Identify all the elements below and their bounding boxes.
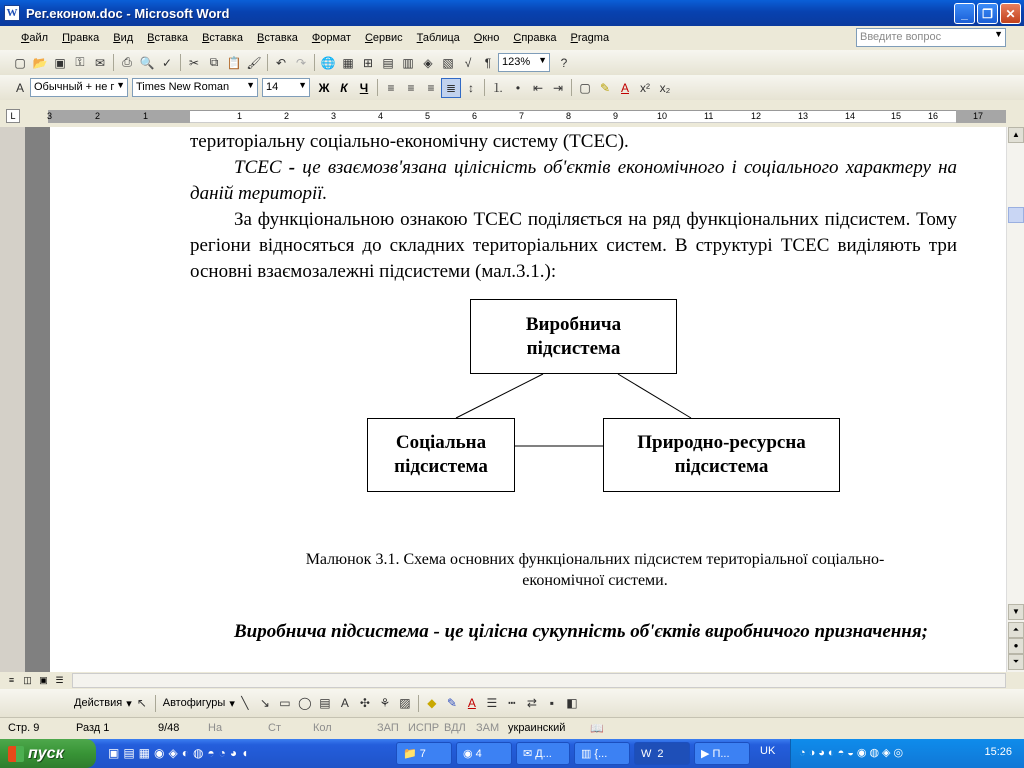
dash-style-icon[interactable]: ┅ <box>508 696 516 710</box>
status-pages: 9/48 <box>158 722 180 734</box>
paragraph-line[interactable]: територіальну соціально-економічну систему (ТСЕС). <box>190 131 629 152</box>
oval-tool-icon[interactable]: ◯ <box>298 696 312 710</box>
structure-paragraph[interactable]: За функціональною ознакою ТСЕС поділяється на ряд функціональних підсистем. Тому регіони відносяться до складних територіальних систем. В структурі ТСЕС виділяють три основні взаємозалежні підсистеми (мал.3.1.): <box>190 209 957 282</box>
drawing-toolbar <box>0 689 1024 717</box>
menu-insert-3[interactable]: Вставка <box>256 32 298 44</box>
hyperlink-icon[interactable]: 🌐 <box>320 55 336 70</box>
word-app-icon[interactable]: W <box>4 5 20 21</box>
zoom-select[interactable]: 123% ▼ <box>498 53 550 72</box>
word-icon: W <box>641 747 652 760</box>
separator <box>418 695 419 712</box>
align-right-icon[interactable]: ≡ <box>427 80 435 95</box>
restore-button[interactable]: ❐ <box>977 3 998 24</box>
separator <box>314 54 315 71</box>
columns-icon[interactable]: ▥ <box>402 55 414 70</box>
status-column: Кол <box>313 722 332 734</box>
line-style-icon[interactable]: ☰ <box>486 696 498 710</box>
language-indicator[interactable]: UK <box>760 745 776 757</box>
subscript-icon[interactable]: x₂ <box>659 80 671 95</box>
menu-format[interactable]: Формат <box>311 32 351 44</box>
separator <box>484 79 485 96</box>
connector-line <box>618 374 691 418</box>
select-objects-icon[interactable]: ↖ <box>136 696 147 710</box>
save-icon[interactable]: ▣ <box>54 55 66 70</box>
menu-help[interactable]: Справка <box>513 32 557 44</box>
tab-selector[interactable]: L <box>6 109 20 123</box>
menu-insert[interactable]: Вставка <box>147 32 189 44</box>
fill-color-icon[interactable]: ◆ <box>427 696 437 710</box>
justify-icon[interactable]: ≣ <box>441 78 461 98</box>
horizontal-scrollbar[interactable] <box>72 673 1006 688</box>
tray-icons[interactable]: ◔◑◕◐◓◒◉◍◈◎ <box>799 747 907 759</box>
chevron-down-icon[interactable]: ▾ <box>126 697 132 710</box>
cut-icon[interactable]: ✂ <box>188 55 200 70</box>
scroll-thumb[interactable] <box>1008 207 1024 223</box>
separator <box>180 54 181 71</box>
status-at: На <box>208 722 223 734</box>
title-bar <box>0 0 1024 26</box>
document-area[interactable] <box>0 127 1006 672</box>
copy-icon[interactable]: ⧉ <box>209 55 219 69</box>
production-definition-paragraph[interactable]: Виробнича підсистема - це цілісна сукупність об'єктів виробничого призначення; <box>234 621 928 642</box>
taskbar-reader[interactable]: ▥ {... <box>574 742 630 765</box>
status-line: Ст <box>268 722 281 734</box>
drawing-icon[interactable]: ◈ <box>423 55 433 70</box>
insert-table-icon[interactable]: ⊞ <box>362 55 374 70</box>
diagram-icon[interactable]: ✣ <box>359 696 370 710</box>
taskbar <box>0 739 1024 768</box>
status-bar <box>0 717 1024 739</box>
separator <box>377 79 378 96</box>
production-subsystem-box[interactable]: Виробнича підсистема <box>470 299 677 374</box>
window-title: Рег.економ.doc - Microsoft Word <box>26 5 230 21</box>
menu-insert-2[interactable]: Вставка <box>202 32 243 44</box>
decrease-indent-icon[interactable]: ⇤ <box>532 80 544 95</box>
line-color-icon[interactable]: ✎ <box>446 696 457 710</box>
status-record[interactable]: ЗАП <box>377 722 399 734</box>
quick-launch-icons[interactable]: ▣▤▦◉◈◐◍◓◔◕◖ <box>108 746 253 760</box>
separator <box>571 79 572 96</box>
borders-icon[interactable]: ▢ <box>579 80 591 95</box>
web-view-icon[interactable]: ◫ <box>23 675 32 685</box>
italic-icon[interactable]: К <box>340 80 348 95</box>
wordart-icon[interactable]: A <box>340 696 349 710</box>
taskbar-browser-group[interactable]: ◉ 4 <box>456 742 512 765</box>
style-select[interactable]: Обычный + не г ▼ <box>30 78 128 97</box>
shadow-style-icon[interactable]: ▪ <box>549 696 554 710</box>
paste-icon[interactable]: 📋 <box>226 55 242 70</box>
menu-bar <box>0 26 1024 50</box>
styles-icon[interactable]: A <box>15 80 24 95</box>
line-tool-icon[interactable]: ╲ <box>241 696 249 710</box>
status-extend[interactable]: ВДЛ <box>444 722 466 734</box>
tables-borders-icon[interactable]: ▦ <box>342 55 354 70</box>
font-select[interactable]: Times New Roman ▼ <box>132 78 258 97</box>
show-hide-icon[interactable]: ¶ <box>484 55 492 70</box>
spelling-status-icon[interactable]: 📖 <box>590 723 604 735</box>
bullets-icon[interactable]: • <box>515 80 521 95</box>
clipart-icon[interactable]: ⚘ <box>379 696 391 710</box>
undo-icon[interactable]: ↶ <box>275 55 287 70</box>
arrow-style-icon[interactable]: ⇄ <box>526 696 537 710</box>
mail-icon[interactable]: ✉ <box>94 55 106 70</box>
textbox-tool-icon[interactable]: ▤ <box>319 696 331 710</box>
next-page-icon[interactable]: ⏷ <box>1008 654 1024 670</box>
line-spacing-icon[interactable]: ↕ <box>468 80 474 95</box>
formatting-toolbar <box>0 75 1024 100</box>
insert-excel-icon[interactable]: ▤ <box>382 55 394 70</box>
menu-window[interactable]: Окно <box>473 32 500 44</box>
help-icon[interactable]: ? <box>560 55 568 70</box>
menu-file[interactable]: Файл <box>21 32 49 44</box>
close-button[interactable]: ✕ <box>1000 3 1021 24</box>
media-player-icon: ▶ <box>701 748 710 760</box>
superscript-icon[interactable]: x² <box>640 80 650 95</box>
font-size-select[interactable]: 14 ▼ <box>262 78 310 97</box>
windows-logo-icon <box>8 746 24 762</box>
standard-toolbar <box>0 50 1024 75</box>
system-tray <box>790 739 1024 768</box>
font-color-icon[interactable]: A <box>620 80 629 95</box>
taskbar-word-group[interactable]: W 2 <box>634 742 690 765</box>
browser-icon: ◉ <box>463 748 473 760</box>
bold-icon[interactable]: Ж <box>318 80 330 95</box>
status-language: украинский <box>508 722 566 734</box>
mail-icon: ✉ <box>523 748 533 760</box>
status-track-changes[interactable]: ИСПР <box>408 722 440 734</box>
chevron-down-icon[interactable]: ▼ <box>246 80 255 90</box>
definition-paragraph[interactable]: ТСЕС - це взаємозв'язана цілісність об'єктів економічного і соціального характеру на даній території. <box>190 157 958 204</box>
arrow-tool-icon[interactable]: ↘ <box>259 696 270 710</box>
menu-pragma[interactable]: Pragma <box>570 32 610 44</box>
open-folder-icon[interactable]: 📂 <box>32 55 48 70</box>
previous-page-icon[interactable]: ⏶ <box>1008 622 1024 638</box>
normal-view-icon[interactable]: ≡ <box>8 675 15 685</box>
align-left-icon[interactable]: ≡ <box>387 80 395 95</box>
equation-icon[interactable]: √ <box>464 55 472 70</box>
align-center-icon[interactable]: ≡ <box>407 80 415 95</box>
connector-line <box>456 374 543 418</box>
select-browse-object-icon[interactable]: ● <box>1008 638 1024 654</box>
scroll-down-icon[interactable]: ▼ <box>1008 604 1024 620</box>
scroll-up-icon[interactable]: ▲ <box>1008 127 1024 143</box>
rectangle-tool-icon[interactable]: ▭ <box>279 696 291 710</box>
spelling-icon[interactable]: ✓ <box>161 55 173 70</box>
numbering-icon[interactable]: ⒈ <box>491 81 504 95</box>
chevron-down-icon[interactable]: ▼ <box>994 29 1003 39</box>
chevron-down-icon[interactable]: ▾ <box>229 697 235 710</box>
menu-table[interactable]: Таблица <box>416 32 460 44</box>
3d-style-icon[interactable]: ◧ <box>566 696 578 710</box>
print-icon[interactable]: ⎙ <box>122 55 132 69</box>
separator <box>155 695 156 712</box>
minimize-button[interactable]: _ <box>954 3 975 24</box>
draw-font-color-icon[interactable]: A <box>467 696 476 710</box>
folder-icon: 📁 <box>403 748 417 760</box>
taskbar-mail[interactable]: ✉ Д... <box>516 742 570 765</box>
menu-edit[interactable]: Правка <box>62 32 100 44</box>
autoshapes-menu[interactable]: Автофигуры <box>162 697 226 709</box>
actions-menu[interactable]: Действия <box>74 697 123 709</box>
document-map-icon[interactable]: ▧ <box>442 55 454 70</box>
highlight-icon[interactable]: ✎ <box>599 80 611 95</box>
menu-view[interactable]: Вид <box>113 32 134 44</box>
figure-caption[interactable]: Малюнок 3.1. Схема основних функціональних підсистем територіальної соціально- економічної системи. <box>305 551 885 589</box>
permission-icon[interactable]: ⚿ <box>75 55 85 69</box>
chevron-down-icon[interactable]: ▼ <box>538 55 547 65</box>
new-document-icon[interactable]: ▢ <box>14 55 26 70</box>
separator <box>113 54 114 71</box>
redo-icon[interactable]: ↷ <box>295 55 307 70</box>
taskbar-folder-group[interactable]: 📁 7 <box>396 742 452 765</box>
social-subsystem-box[interactable]: Соціальна підсистема <box>367 418 515 492</box>
print-preview-icon[interactable]: 🔍 <box>139 55 155 70</box>
status-page: Стр. 9 <box>8 722 40 734</box>
left-margin-strip <box>0 127 25 672</box>
help-question-input[interactable]: Введите вопрос ▼ <box>856 28 1006 47</box>
outline-view-icon[interactable]: ☰ <box>55 675 64 685</box>
status-overtype[interactable]: ЗАМ <box>476 722 500 734</box>
increase-indent-icon[interactable]: ⇥ <box>552 80 564 95</box>
ruler[interactable]: L 3 2 1 1 2 3 4 5 6 7 8 9 10 11 12 13 14 15 16 17 <box>0 105 1024 127</box>
print-layout-view-icon[interactable]: ▣ <box>39 675 48 685</box>
underline-icon[interactable]: Ч <box>359 80 369 95</box>
natural-resource-subsystem-box[interactable]: Природно-ресурсна підсистема <box>603 418 840 492</box>
insert-picture-icon[interactable]: ▨ <box>399 696 411 710</box>
taskbar-player[interactable]: ▶ П... <box>694 742 750 765</box>
chevron-down-icon[interactable]: ▼ <box>298 80 307 90</box>
horizontal-scroll-area <box>0 672 1024 689</box>
clock: 15:26 <box>984 746 1012 758</box>
separator <box>267 54 268 71</box>
menu-tools[interactable]: Сервис <box>364 32 403 44</box>
chevron-down-icon[interactable]: ▼ <box>116 80 125 90</box>
vertical-scrollbar[interactable] <box>1006 127 1024 672</box>
book-icon: ▥ <box>581 748 592 760</box>
format-painter-icon[interactable]: 🖌 <box>246 55 262 70</box>
start-button[interactable]: пуск <box>0 739 96 768</box>
status-section: Разд 1 <box>76 722 110 734</box>
